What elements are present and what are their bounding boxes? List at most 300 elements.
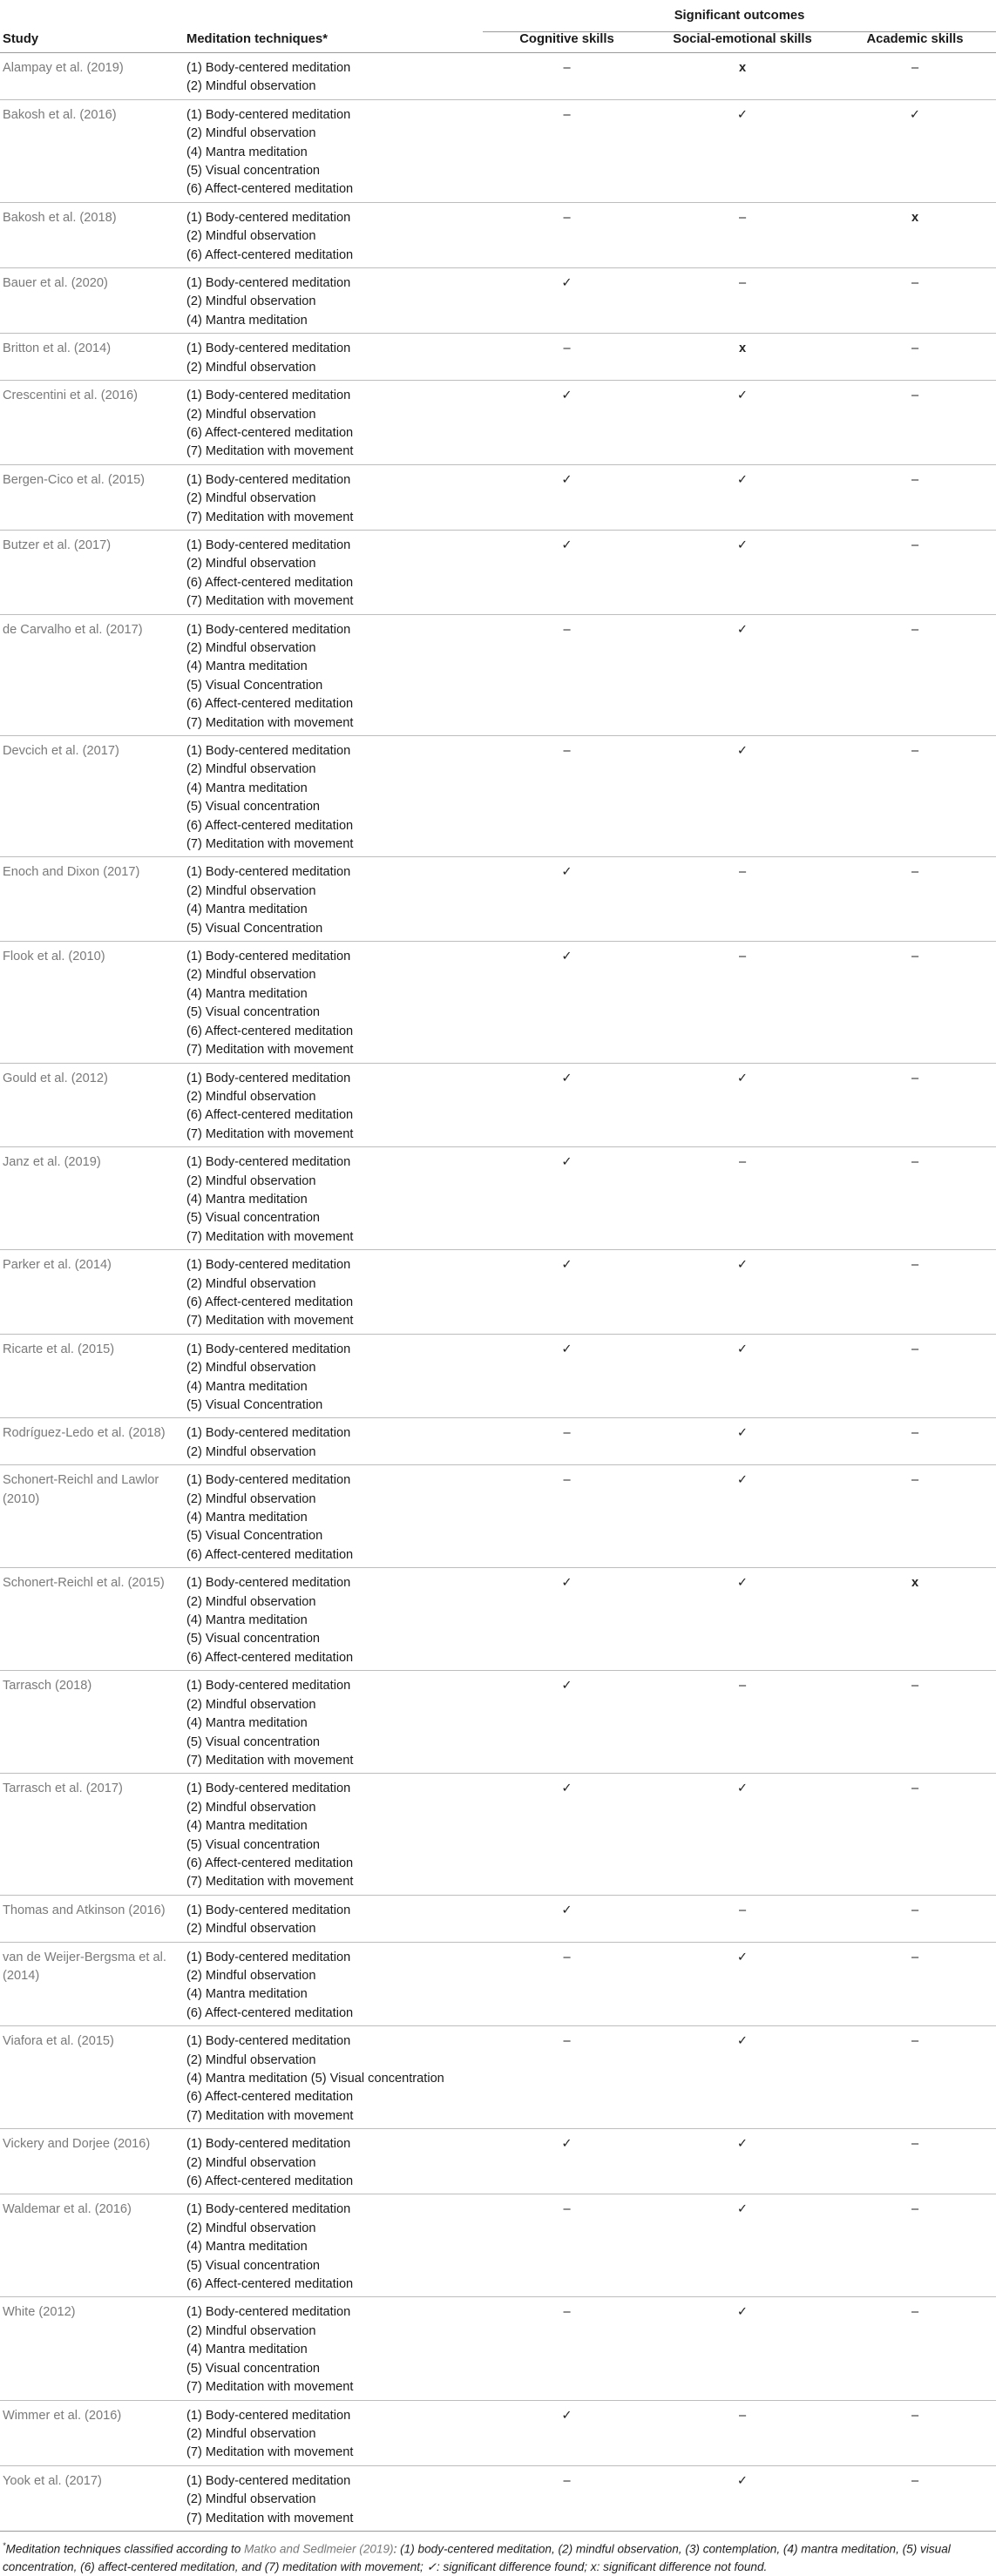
technique-item: (1) Body-centered meditation <box>186 2305 351 2320</box>
dash-mark: – <box>911 2305 919 2320</box>
techniques-cell <box>179 1147 483 1250</box>
technique-item: (7) Meditation with movement <box>186 1229 354 1244</box>
techniques-cell <box>179 530 483 614</box>
technique-item: (1) Body-centered meditation <box>186 1679 351 1694</box>
academic-outcome-cell <box>834 1334 996 1418</box>
technique-item: (6) Affect-centered meditation <box>186 697 354 712</box>
technique-item: (5) Visual concentration <box>186 1734 321 1749</box>
study-cell: Schonert-Reichl et al. (2015) <box>3 1576 165 1591</box>
dash-mark: – <box>563 1473 571 1488</box>
cognitive-outcome-cell <box>483 2129 651 2194</box>
academic-column-header: Academic skills <box>834 32 996 53</box>
technique-item: (2) Mindful observation <box>186 883 316 898</box>
dash-mark: – <box>563 341 571 356</box>
dash-mark: – <box>563 1426 571 1441</box>
technique-item: (1) Body-centered meditation <box>186 1576 351 1591</box>
social-emotional-outcome-cell <box>651 1671 834 1774</box>
study-cell: Britton et al. (2014) <box>3 341 112 356</box>
dash-mark: – <box>911 950 919 964</box>
technique-item: (1) Body-centered meditation <box>186 622 351 637</box>
technique-item: (7) Meditation with movement <box>186 2380 354 2395</box>
technique-item: (4) Mantra meditation <box>186 1716 308 1731</box>
techniques-column-header: Meditation techniques* <box>179 32 483 53</box>
dash-mark: – <box>911 2202 919 2217</box>
technique-item: (6) Affect-centered meditation <box>186 818 354 833</box>
technique-item: (5) Visual Concentration <box>186 678 323 693</box>
technique-item: (6) Affect-centered meditation <box>186 1295 354 1309</box>
dash-mark: – <box>563 2034 571 2049</box>
cognitive-column-header: Cognitive skills <box>483 32 651 53</box>
check-icon: ✓ <box>561 950 573 964</box>
dash-mark: – <box>563 61 571 75</box>
check-icon: ✓ <box>561 276 573 291</box>
technique-item: (4) Mantra meditation <box>186 659 308 674</box>
table-row <box>0 1465 996 1568</box>
check-icon: ✓ <box>736 107 749 122</box>
technique-item: (2) Mindful observation <box>186 126 316 141</box>
technique-item: (1) Body-centered meditation <box>186 538 351 552</box>
cognitive-outcome-cell <box>483 2400 651 2465</box>
technique-item: (4) Mantra meditation <box>186 781 308 795</box>
technique-item: (7) Meditation with movement <box>186 2108 354 2123</box>
social-emotional-outcome-cell <box>651 1250 834 1335</box>
technique-item: (4) Mantra meditation (5) Visual concentration <box>186 2072 444 2086</box>
techniques-cell <box>179 381 483 465</box>
social-emotional-outcome-cell <box>651 2297 834 2400</box>
check-icon: ✓ <box>736 472 749 487</box>
technique-item: (1) Body-centered meditation <box>186 2473 351 2488</box>
academic-outcome-cell <box>834 1671 996 1774</box>
check-icon: ✓ <box>561 1342 573 1356</box>
technique-item: (7) Meditation with movement <box>186 715 354 730</box>
technique-item: (7) Meditation with movement <box>186 2511 354 2525</box>
check-icon: ✓ <box>909 107 921 122</box>
technique-item: (1) Body-centered meditation <box>186 1473 351 1488</box>
techniques-cell <box>179 1895 483 1942</box>
academic-outcome-cell <box>834 464 996 530</box>
header-spacer <box>179 0 483 32</box>
study-cell: Bauer et al. (2020) <box>3 276 108 291</box>
technique-item: (1) Body-centered meditation <box>186 1342 351 1356</box>
study-cell: Bakosh et al. (2018) <box>3 210 117 225</box>
dash-mark: – <box>738 210 747 225</box>
technique-item: (1) Body-centered meditation <box>186 107 351 122</box>
table-row <box>0 736 996 857</box>
technique-item: (6) Affect-centered meditation <box>186 2174 354 2189</box>
check-icon: ✓ <box>736 1576 749 1591</box>
technique-item: (7) Meditation with movement <box>186 1314 354 1329</box>
check-icon: ✓ <box>561 538 573 552</box>
cognitive-outcome-cell <box>483 268 651 334</box>
technique-item: (6) Affect-centered meditation <box>186 2005 354 2020</box>
check-icon: ✓ <box>561 1155 573 1170</box>
technique-item: (1) Body-centered meditation <box>186 2408 351 2423</box>
social-emotional-outcome-cell <box>651 334 834 381</box>
social-emotional-outcome-cell <box>651 1063 834 1147</box>
footnote-citation-link[interactable]: Matko and Sedlmeier (2019) <box>244 2542 394 2556</box>
techniques-cell <box>179 202 483 267</box>
technique-item: (6) Affect-centered meditation <box>186 2090 354 2105</box>
techniques-cell <box>179 2129 483 2194</box>
social-emotional-outcome-cell <box>651 1895 834 1942</box>
academic-outcome-cell <box>834 202 996 267</box>
technique-item: (1) Body-centered meditation <box>186 1782 351 1796</box>
table-row <box>0 1147 996 1250</box>
techniques-cell <box>179 1671 483 1774</box>
cognitive-outcome-cell <box>483 736 651 857</box>
check-icon: ✓ <box>736 1071 749 1085</box>
study-cell: de Carvalho et al. (2017) <box>3 622 143 637</box>
study-cell: Flook et al. (2010) <box>3 950 105 964</box>
technique-item: (7) Meditation with movement <box>186 1875 354 1890</box>
dash-mark: – <box>563 622 571 637</box>
check-icon: ✓ <box>736 1426 749 1441</box>
techniques-cell <box>179 1465 483 1568</box>
dash-mark: – <box>911 276 919 291</box>
academic-outcome-cell <box>834 268 996 334</box>
cognitive-outcome-cell <box>483 1774 651 1895</box>
academic-outcome-cell <box>834 1568 996 1671</box>
academic-outcome-cell <box>834 2465 996 2531</box>
check-icon: ✓ <box>736 2137 749 2152</box>
cognitive-outcome-cell <box>483 1147 651 1250</box>
check-icon: ✓ <box>736 2305 749 2320</box>
technique-item: (7) Meditation with movement <box>186 1043 354 1058</box>
techniques-cell <box>179 857 483 942</box>
table-row <box>0 1250 996 1335</box>
technique-item: (5) Visual concentration <box>186 1632 321 1646</box>
academic-outcome-cell <box>834 1147 996 1250</box>
study-cell: Gould et al. (2012) <box>3 1071 108 1085</box>
academic-outcome-cell <box>834 2400 996 2465</box>
technique-item: (5) Visual concentration <box>186 2258 321 2273</box>
check-icon: ✓ <box>561 472 573 487</box>
technique-item: (2) Mindful observation <box>186 294 316 309</box>
academic-outcome-cell <box>834 99 996 202</box>
academic-outcome-cell <box>834 1895 996 1942</box>
check-icon: ✓ <box>561 1576 573 1591</box>
check-icon: ✓ <box>561 1679 573 1694</box>
table-row <box>0 464 996 530</box>
table-row <box>0 942 996 1063</box>
technique-item: (5) Visual concentration <box>186 800 321 815</box>
techniques-cell <box>179 2400 483 2465</box>
study-cell: Parker et al. (2014) <box>3 1258 112 1273</box>
study-cell: Wimmer et al. (2016) <box>3 2408 122 2423</box>
technique-item: (1) Body-centered meditation <box>186 865 351 880</box>
techniques-cell <box>179 99 483 202</box>
technique-item: (4) Mantra meditation <box>186 2240 308 2255</box>
table-row <box>0 1568 996 1671</box>
dash-mark: – <box>911 1342 919 1356</box>
technique-item: (4) Mantra meditation <box>186 986 308 1001</box>
table-row <box>0 1895 996 1942</box>
table-row <box>0 614 996 735</box>
social-emotional-outcome-cell <box>651 2194 834 2297</box>
table-row <box>0 1063 996 1147</box>
table-row <box>0 2465 996 2531</box>
dash-mark: – <box>911 622 919 637</box>
dash-mark: – <box>911 2473 919 2488</box>
academic-outcome-cell <box>834 736 996 857</box>
academic-outcome-cell <box>834 1418 996 1465</box>
study-cell: Devcich et al. (2017) <box>3 744 119 758</box>
academic-outcome-cell <box>834 1250 996 1335</box>
check-icon: ✓ <box>736 2034 749 2049</box>
technique-item: (1) Body-centered meditation <box>186 2137 351 2152</box>
dash-mark: – <box>911 1426 919 1441</box>
check-icon: ✓ <box>561 1903 573 1917</box>
cognitive-outcome-cell <box>483 857 651 942</box>
check-icon: ✓ <box>736 389 749 403</box>
technique-item: (4) Mantra meditation <box>186 1379 308 1394</box>
check-icon: ✓ <box>736 1782 749 1796</box>
technique-item: (5) Visual concentration <box>186 2361 321 2376</box>
technique-item: (6) Affect-centered meditation <box>186 1108 354 1123</box>
not-found-mark: x <box>911 210 919 225</box>
table-row <box>0 2297 996 2400</box>
study-cell: White (2012) <box>3 2305 76 2320</box>
academic-outcome-cell <box>834 53 996 100</box>
techniques-cell <box>179 268 483 334</box>
technique-item: (1) Body-centered meditation <box>186 1426 351 1441</box>
check-icon: ✓ <box>736 1342 749 1356</box>
technique-item: (6) Affect-centered meditation <box>186 2277 354 2292</box>
check-icon: ✓ <box>736 2202 749 2217</box>
cognitive-outcome-cell <box>483 202 651 267</box>
technique-item: (4) Mantra meditation <box>186 145 308 159</box>
technique-item: (1) Body-centered meditation <box>186 276 351 291</box>
social-emotional-outcome-cell <box>651 202 834 267</box>
dash-mark: – <box>563 744 571 758</box>
technique-item: (2) Mindful observation <box>186 229 316 244</box>
dash-mark: – <box>738 276 747 291</box>
not-found-mark: x <box>738 341 747 356</box>
study-cell: Tarrasch (2018) <box>3 1679 92 1694</box>
academic-outcome-cell <box>834 381 996 465</box>
technique-item: (7) Meditation with movement <box>186 837 354 852</box>
technique-item: (6) Affect-centered meditation <box>186 247 354 262</box>
dash-mark: – <box>563 107 571 122</box>
cognitive-outcome-cell <box>483 1250 651 1335</box>
technique-item: (4) Mantra meditation <box>186 1987 308 2002</box>
cognitive-outcome-cell <box>483 942 651 1063</box>
check-icon: ✓ <box>736 2473 749 2488</box>
social-emotional-outcome-cell <box>651 1942 834 2026</box>
dash-mark: – <box>563 2305 571 2320</box>
dash-mark: – <box>563 1950 571 1964</box>
dash-mark: – <box>911 1258 919 1273</box>
technique-item: (2) Mindful observation <box>186 2492 316 2507</box>
dash-mark: – <box>738 2408 747 2423</box>
table-body <box>0 53 996 2532</box>
technique-item: (4) Mantra meditation <box>186 313 308 328</box>
cognitive-outcome-cell <box>483 1418 651 1465</box>
technique-item: (1) Body-centered meditation <box>186 2202 351 2217</box>
study-cell: Schonert-Reichl and Lawlor (2010) <box>3 1473 159 1506</box>
academic-outcome-cell <box>834 2129 996 2194</box>
study-cell: Vickery and Dorjee (2016) <box>3 2137 151 2152</box>
dash-mark: – <box>911 1782 919 1796</box>
social-emotional-outcome-cell <box>651 381 834 465</box>
dash-mark: – <box>911 744 919 758</box>
study-cell: Bakosh et al. (2016) <box>3 107 117 122</box>
technique-item: (1) Body-centered meditation <box>186 1258 351 1273</box>
check-icon: ✓ <box>561 1782 573 1796</box>
cognitive-outcome-cell <box>483 381 651 465</box>
footnote-marker: * <box>3 2540 6 2550</box>
social-emotional-outcome-cell <box>651 942 834 1063</box>
technique-item: (7) Meditation with movement <box>186 1126 354 1141</box>
technique-item: (6) Affect-centered meditation <box>186 575 354 590</box>
technique-item: (2) Mindful observation <box>186 1697 316 1712</box>
academic-outcome-cell <box>834 2297 996 2400</box>
technique-item: (4) Mantra meditation <box>186 1192 308 1207</box>
dash-mark: – <box>738 950 747 964</box>
technique-item: (4) Mantra meditation <box>186 1613 308 1628</box>
techniques-cell <box>179 2026 483 2129</box>
cognitive-outcome-cell <box>483 530 651 614</box>
dash-mark: – <box>738 865 747 880</box>
technique-item: (7) Meditation with movement <box>186 594 354 609</box>
dash-mark: – <box>911 61 919 75</box>
dash-mark: – <box>911 472 919 487</box>
technique-item: (2) Mindful observation <box>186 640 316 655</box>
study-cell: Thomas and Atkinson (2016) <box>3 1903 166 1917</box>
social-emotional-column-header: Social-emotional skills <box>651 32 834 53</box>
technique-item: (5) Visual concentration <box>186 1837 321 1852</box>
social-emotional-outcome-cell <box>651 530 834 614</box>
techniques-cell <box>179 2297 483 2400</box>
academic-outcome-cell <box>834 614 996 735</box>
table-row <box>0 1774 996 1895</box>
table-row <box>0 202 996 267</box>
social-emotional-outcome-cell <box>651 857 834 942</box>
significant-outcomes-header: Significant outcomes <box>483 0 996 32</box>
technique-item: (1) Body-centered meditation <box>186 1903 351 1917</box>
technique-item: (2) Mindful observation <box>186 1444 316 1459</box>
technique-item: (5) Visual Concentration <box>186 921 323 936</box>
check-icon: ✓ <box>561 1258 573 1273</box>
technique-item: (2) Mindful observation <box>186 2221 316 2235</box>
table-row <box>0 99 996 202</box>
social-emotional-outcome-cell <box>651 1147 834 1250</box>
study-cell: Alampay et al. (2019) <box>3 61 124 75</box>
dash-mark: – <box>911 1473 919 1488</box>
study-cell: Waldemar et al. (2016) <box>3 2202 132 2217</box>
cognitive-outcome-cell <box>483 1465 651 1568</box>
technique-item: (7) Meditation with movement <box>186 510 354 524</box>
techniques-cell <box>179 736 483 857</box>
table-row <box>0 1942 996 2026</box>
technique-item: (7) Meditation with movement <box>186 2445 354 2460</box>
academic-outcome-cell <box>834 1942 996 2026</box>
dash-mark: – <box>911 389 919 403</box>
technique-item: (1) Body-centered meditation <box>186 389 351 403</box>
technique-item: (4) Mantra meditation <box>186 2343 308 2357</box>
cognitive-outcome-cell <box>483 2026 651 2129</box>
table-row <box>0 530 996 614</box>
academic-outcome-cell <box>834 857 996 942</box>
table-row <box>0 2194 996 2297</box>
technique-item: (1) Body-centered meditation <box>186 2034 351 2049</box>
table-row <box>0 2400 996 2465</box>
table-header <box>0 0 996 53</box>
techniques-cell <box>179 1418 483 1465</box>
techniques-cell <box>179 1334 483 1418</box>
social-emotional-outcome-cell <box>651 99 834 202</box>
technique-item: (1) Body-centered meditation <box>186 210 351 225</box>
academic-outcome-cell <box>834 1465 996 1568</box>
check-icon: ✓ <box>561 2137 573 2152</box>
techniques-cell <box>179 1568 483 1671</box>
cognitive-outcome-cell <box>483 1895 651 1942</box>
social-emotional-outcome-cell <box>651 1774 834 1895</box>
table-row <box>0 1671 996 1774</box>
social-emotional-outcome-cell <box>651 1568 834 1671</box>
study-cell: Yook et al. (2017) <box>3 2473 102 2488</box>
technique-item: (5) Visual concentration <box>186 1211 321 1226</box>
cognitive-outcome-cell <box>483 1942 651 2026</box>
cognitive-outcome-cell <box>483 334 651 381</box>
technique-item: (2) Mindful observation <box>186 1173 316 1188</box>
technique-item: (2) Mindful observation <box>186 1276 316 1291</box>
technique-item: (2) Mindful observation <box>186 968 316 983</box>
technique-item: (1) Body-centered meditation <box>186 472 351 487</box>
academic-outcome-cell <box>834 2026 996 2129</box>
cognitive-outcome-cell <box>483 53 651 100</box>
dash-mark: – <box>911 865 919 880</box>
study-cell: Rodríguez-Ledo et al. (2018) <box>3 1426 166 1441</box>
table-row <box>0 268 996 334</box>
check-icon: ✓ <box>561 1071 573 1085</box>
table-row <box>0 1418 996 1465</box>
study-cell: Enoch and Dixon (2017) <box>3 865 140 880</box>
table-row <box>0 2129 996 2194</box>
technique-item: (4) Mantra meditation <box>186 1511 308 1525</box>
social-emotional-outcome-cell <box>651 53 834 100</box>
social-emotional-outcome-cell <box>651 464 834 530</box>
technique-item: (2) Mindful observation <box>186 1594 316 1609</box>
study-cell: Crescentini et al. (2016) <box>3 389 138 403</box>
technique-item: (2) Mindful observation <box>186 2155 316 2170</box>
footnote <box>0 2531 996 2576</box>
dash-mark: – <box>911 2034 919 2049</box>
technique-item: (1) Body-centered meditation <box>186 1071 351 1085</box>
table-row <box>0 2026 996 2129</box>
social-emotional-outcome-cell <box>651 1465 834 1568</box>
social-emotional-outcome-cell <box>651 1418 834 1465</box>
technique-item: (6) Affect-centered meditation <box>186 1547 354 1562</box>
not-found-mark: x <box>911 1576 919 1591</box>
cognitive-outcome-cell <box>483 1334 651 1418</box>
cognitive-outcome-cell <box>483 464 651 530</box>
technique-item: (1) Body-centered meditation <box>186 744 351 758</box>
dash-mark: – <box>738 1155 747 1170</box>
table-row <box>0 857 996 942</box>
cognitive-outcome-cell <box>483 1063 651 1147</box>
dash-mark: – <box>911 1950 919 1964</box>
technique-item: (2) Mindful observation <box>186 1968 316 1983</box>
technique-item: (1) Body-centered meditation <box>186 341 351 356</box>
technique-item: (6) Affect-centered meditation <box>186 1650 354 1665</box>
technique-item: (2) Mindful observation <box>186 360 316 375</box>
technique-item: (2) Mindful observation <box>186 1361 316 1376</box>
check-icon: ✓ <box>561 389 573 403</box>
technique-item: (2) Mindful observation <box>186 2052 316 2067</box>
cognitive-outcome-cell <box>483 1568 651 1671</box>
technique-item: (5) Visual Concentration <box>186 1529 323 1544</box>
